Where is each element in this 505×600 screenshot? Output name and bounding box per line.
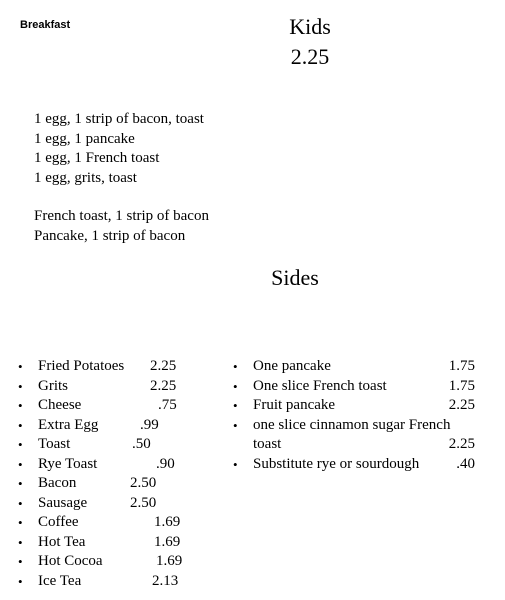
side-item [18,377,218,397]
side-item-price: 2.25 [150,377,177,394]
bullet-icon: • [18,398,23,413]
side-item [18,357,218,377]
side-item-price: 1.75 [448,377,475,394]
bullet-icon: • [18,378,23,394]
side-item-name: Toast [38,436,71,452]
breakfast-label: Breakfast [20,19,71,31]
kids-combo-item: French toast, 1 strip of bacon [34,208,209,224]
side-item-name: Ice Tea [38,572,82,589]
kids-price: 2.25 [290,44,330,69]
side-item [18,455,218,475]
kids-combo-item: Pancake, 1 strip of bacon [34,227,186,244]
side-item [233,455,483,475]
side-item [233,377,483,397]
side-item-name: Hot Cocoa [38,553,103,569]
side-item-price: 2.50 [130,475,157,491]
side-item-name: Fruit pancake [253,397,336,413]
side-item-name: one slice cinnamon sugar French [253,416,451,433]
side-item-price: 2.50 [130,494,157,511]
side-item-name: Sausage [38,494,88,511]
side-item-name: Cheese [38,397,82,413]
side-item-price: .75 [158,397,177,413]
sides-list-right [233,357,483,474]
bullet-icon: • [18,515,23,530]
bullet-icon: • [18,534,23,550]
kids-title: Kids [289,14,331,39]
side-item-name: Bacon [38,475,77,491]
bullet-icon: • [18,573,23,589]
side-item [233,416,483,455]
side-item [18,533,218,553]
bullet-icon: • [233,359,238,374]
kids-combo-item: 1 egg, 1 French toast [34,150,160,166]
side-item [18,494,218,514]
side-item-name: Substitute rye or sourdough [253,455,420,472]
side-item [18,396,218,416]
sides-title: Sides [271,265,319,290]
side-item [18,474,218,494]
side-item [18,513,218,533]
side-item-price: 1.69 [154,514,181,530]
side-item-name: Rye Toast [38,455,98,472]
bullet-icon: • [18,495,23,511]
side-item-name: Coffee [38,514,79,530]
side-item-name: One slice French toast [253,377,387,394]
side-item-name: Grits [38,377,68,394]
side-item-price: 1.69 [156,553,183,569]
side-item-name: Hot Tea [38,533,86,550]
side-item-name-continued: toast [253,436,282,452]
side-item [233,357,483,377]
bullet-icon: • [18,437,23,452]
bullet-icon: • [18,417,23,433]
side-item-name: Fried Potatoes [38,358,125,374]
kids-combo-item: 1 egg, 1 pancake [34,130,135,147]
side-item-name: One pancake [253,358,331,374]
kids-combo-item: 1 egg, grits, toast [34,169,137,186]
side-item [18,552,218,572]
side-item-price: .99 [140,416,159,433]
bullet-icon: • [233,378,238,394]
side-item-price: 2.25 [448,397,475,413]
bullet-icon: • [18,554,23,569]
kids-combo-item: 1 egg, 1 strip of bacon, toast [34,111,204,127]
side-item [18,572,218,592]
bullet-icon: • [233,398,238,413]
bullet-icon: • [18,359,23,374]
side-item [18,416,218,436]
side-item-price: 2.25 [150,358,177,374]
side-item-price: 2.25 [448,436,475,452]
side-item-price: .50 [132,436,151,452]
side-item-price: 2.13 [152,572,179,589]
side-item-price: 1.69 [154,533,181,550]
side-item-price: .90 [156,455,175,472]
side-item [233,396,483,416]
side-item-price: .40 [456,455,475,472]
side-item [18,435,218,455]
kids-combo-list [34,110,209,246]
side-item-price: 1.75 [448,358,475,374]
sides-list-left [18,357,218,591]
bullet-icon: • [18,456,23,472]
side-item-name: Extra Egg [38,416,99,433]
bullet-icon: • [233,456,238,472]
bullet-icon: • [233,417,238,433]
bullet-icon: • [18,476,23,491]
